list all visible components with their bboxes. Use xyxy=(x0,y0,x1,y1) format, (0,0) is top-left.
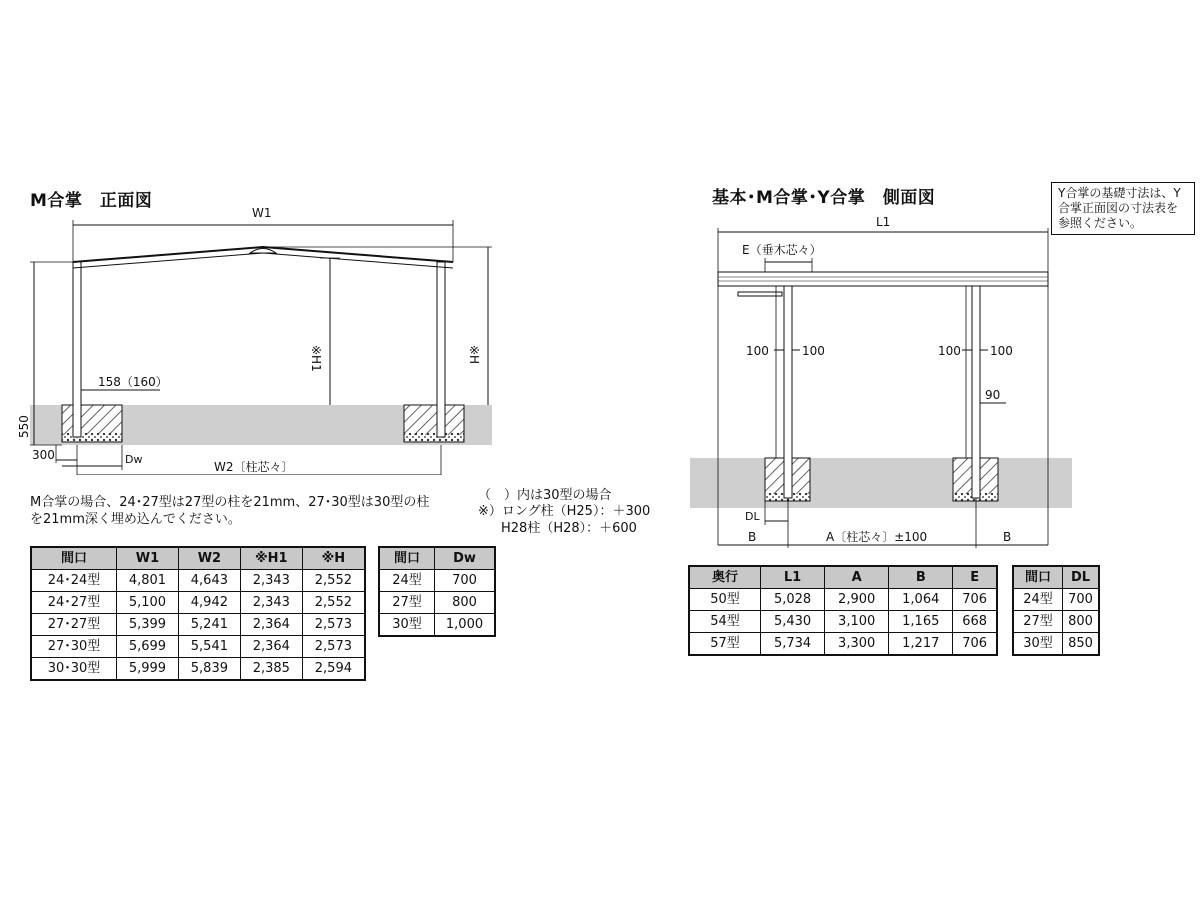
table-cell: 2,364 xyxy=(240,636,302,658)
table-cell: 668 xyxy=(953,611,997,633)
side-ground-band xyxy=(690,458,1072,508)
table-cell: 2,573 xyxy=(302,636,365,658)
side-roof xyxy=(718,272,1048,286)
col-header: 間口 xyxy=(1013,566,1063,589)
b-label-right: B xyxy=(1003,530,1012,544)
table-row xyxy=(31,570,365,592)
e-label: E（垂木芯々） xyxy=(742,243,822,257)
side-post-right xyxy=(972,286,980,498)
col-header: ※H1 xyxy=(240,547,302,570)
table-cell: 5,241 xyxy=(178,614,240,636)
table-cell: 850 xyxy=(1063,633,1100,656)
col-header: 間口 xyxy=(31,547,117,570)
table-row xyxy=(379,570,495,592)
d90-label: 90 xyxy=(985,388,1001,402)
table-row xyxy=(1013,589,1099,611)
table-cell: 1,064 xyxy=(889,589,953,611)
table-cell: 706 xyxy=(953,589,997,611)
table-cell: 2,594 xyxy=(302,658,365,681)
d100-right-a: 100 xyxy=(938,344,961,358)
table-cell: 5,430 xyxy=(761,611,825,633)
table-cell: 3,100 xyxy=(825,611,889,633)
table-cell: 5,734 xyxy=(761,633,825,656)
table-cell: 27･30型 xyxy=(31,636,117,658)
table-row xyxy=(689,589,997,611)
col-header: L1 xyxy=(761,566,825,589)
col-header: B xyxy=(889,566,953,589)
d300-label: 300 xyxy=(32,448,55,462)
table-cell: 24･24型 xyxy=(31,570,117,592)
table-cell: 5,100 xyxy=(117,592,179,614)
post-right xyxy=(437,262,445,437)
table-cell: 800 xyxy=(1063,611,1100,633)
table-cell: 30型 xyxy=(1013,633,1063,656)
table-cell: 2,552 xyxy=(302,570,365,592)
dl-label: DL xyxy=(745,510,760,523)
table-cell: 30型 xyxy=(379,614,435,637)
table-cell: 2,573 xyxy=(302,614,365,636)
col-header: 奥行 xyxy=(689,566,761,589)
table-row xyxy=(31,592,365,614)
side-view-diagram xyxy=(680,210,1080,550)
d100-right-b: 100 xyxy=(990,344,1013,358)
col-header: W1 xyxy=(117,547,179,570)
table-row xyxy=(379,614,495,637)
table-row xyxy=(1013,633,1099,656)
table-cell: 50型 xyxy=(689,589,761,611)
front-note2-line2: ※）ロング柱（H25）：＋300 xyxy=(478,504,651,519)
post-left xyxy=(73,262,81,437)
d100-left-a: 100 xyxy=(746,344,769,358)
front-note2-line1: （ ）内は30型の場合 xyxy=(478,488,612,503)
table-cell: 4,801 xyxy=(117,570,179,592)
col-header: ※H xyxy=(302,547,365,570)
dl-table xyxy=(1012,565,1100,656)
table-cell: 1,000 xyxy=(435,614,496,637)
dw-table xyxy=(378,546,496,637)
table-cell: 2,343 xyxy=(240,570,302,592)
table-row xyxy=(1013,611,1099,633)
table-cell: 700 xyxy=(435,570,496,592)
col-header: 間口 xyxy=(379,547,435,570)
d100-left-b: 100 xyxy=(802,344,825,358)
d158-label: 158（160） xyxy=(98,375,168,389)
front-view-title: M合掌 正面図 xyxy=(30,191,153,211)
table-cell: 700 xyxy=(1063,589,1100,611)
table-cell: 4,643 xyxy=(178,570,240,592)
front-spec-table xyxy=(30,546,366,681)
table-cell: 54型 xyxy=(689,611,761,633)
table-cell: 800 xyxy=(435,592,496,614)
table-cell: 57型 xyxy=(689,633,761,656)
table-cell: 27･27型 xyxy=(31,614,117,636)
table-row xyxy=(689,633,997,656)
table-cell: 24型 xyxy=(1013,589,1063,611)
table-cell: 27型 xyxy=(1013,611,1063,633)
h-label: ※H xyxy=(467,345,481,365)
col-header: E xyxy=(953,566,997,589)
front-view-diagram xyxy=(0,195,600,475)
table-cell: 3,300 xyxy=(825,633,889,656)
table-cell: 5,399 xyxy=(117,614,179,636)
table-cell: 2,552 xyxy=(302,592,365,614)
table-row xyxy=(31,636,365,658)
side-view-title: 基本･M合掌･Y合掌 側面図 xyxy=(712,188,936,208)
table-cell: 5,839 xyxy=(178,658,240,681)
table-cell: 2,900 xyxy=(825,589,889,611)
side-spec-table xyxy=(688,565,998,656)
table-cell: 706 xyxy=(953,633,997,656)
front-note2-line3: H28柱（H28）：＋600 xyxy=(501,521,637,536)
w2-label: W2〔柱芯々〕 xyxy=(214,460,294,474)
dw-label: Dw xyxy=(125,453,143,466)
table-cell: 5,699 xyxy=(117,636,179,658)
col-header: Dw xyxy=(435,547,496,570)
col-header: W2 xyxy=(178,547,240,570)
d550-label: 550 xyxy=(17,415,31,438)
table-cell: 2,343 xyxy=(240,592,302,614)
table-row xyxy=(379,592,495,614)
table-cell: 27型 xyxy=(379,592,435,614)
table-cell: 1,165 xyxy=(889,611,953,633)
table-cell: 24･27型 xyxy=(31,592,117,614)
side-callout: Y合掌の基礎寸法は、Y合掌正面図の寸法表を参照ください。 xyxy=(1051,182,1195,235)
table-cell: 2,364 xyxy=(240,614,302,636)
table-cell: 5,999 xyxy=(117,658,179,681)
table-cell: 30･30型 xyxy=(31,658,117,681)
col-header: DL xyxy=(1063,566,1100,589)
table-cell: 5,541 xyxy=(178,636,240,658)
table-cell: 2,385 xyxy=(240,658,302,681)
table-cell: 1,217 xyxy=(889,633,953,656)
side-post-left xyxy=(784,286,792,498)
table-cell: 24型 xyxy=(379,570,435,592)
table-row xyxy=(689,611,997,633)
w1-label: W1 xyxy=(252,206,272,220)
l1-label: L1 xyxy=(876,215,891,229)
front-note: M合掌の場合、24･27型は27型の柱を21mm、27･30型は30型の柱を21mm深く埋め込んでください。 xyxy=(30,495,430,527)
table-row xyxy=(31,614,365,636)
a-label: A〔柱芯々〕±100 xyxy=(826,530,928,544)
table-cell: 5,028 xyxy=(761,589,825,611)
col-header: A xyxy=(825,566,889,589)
table-row xyxy=(31,658,365,681)
b-label-left: B xyxy=(748,530,757,544)
table-cell: 4,942 xyxy=(178,592,240,614)
h1-label: ※H1 xyxy=(309,345,323,372)
